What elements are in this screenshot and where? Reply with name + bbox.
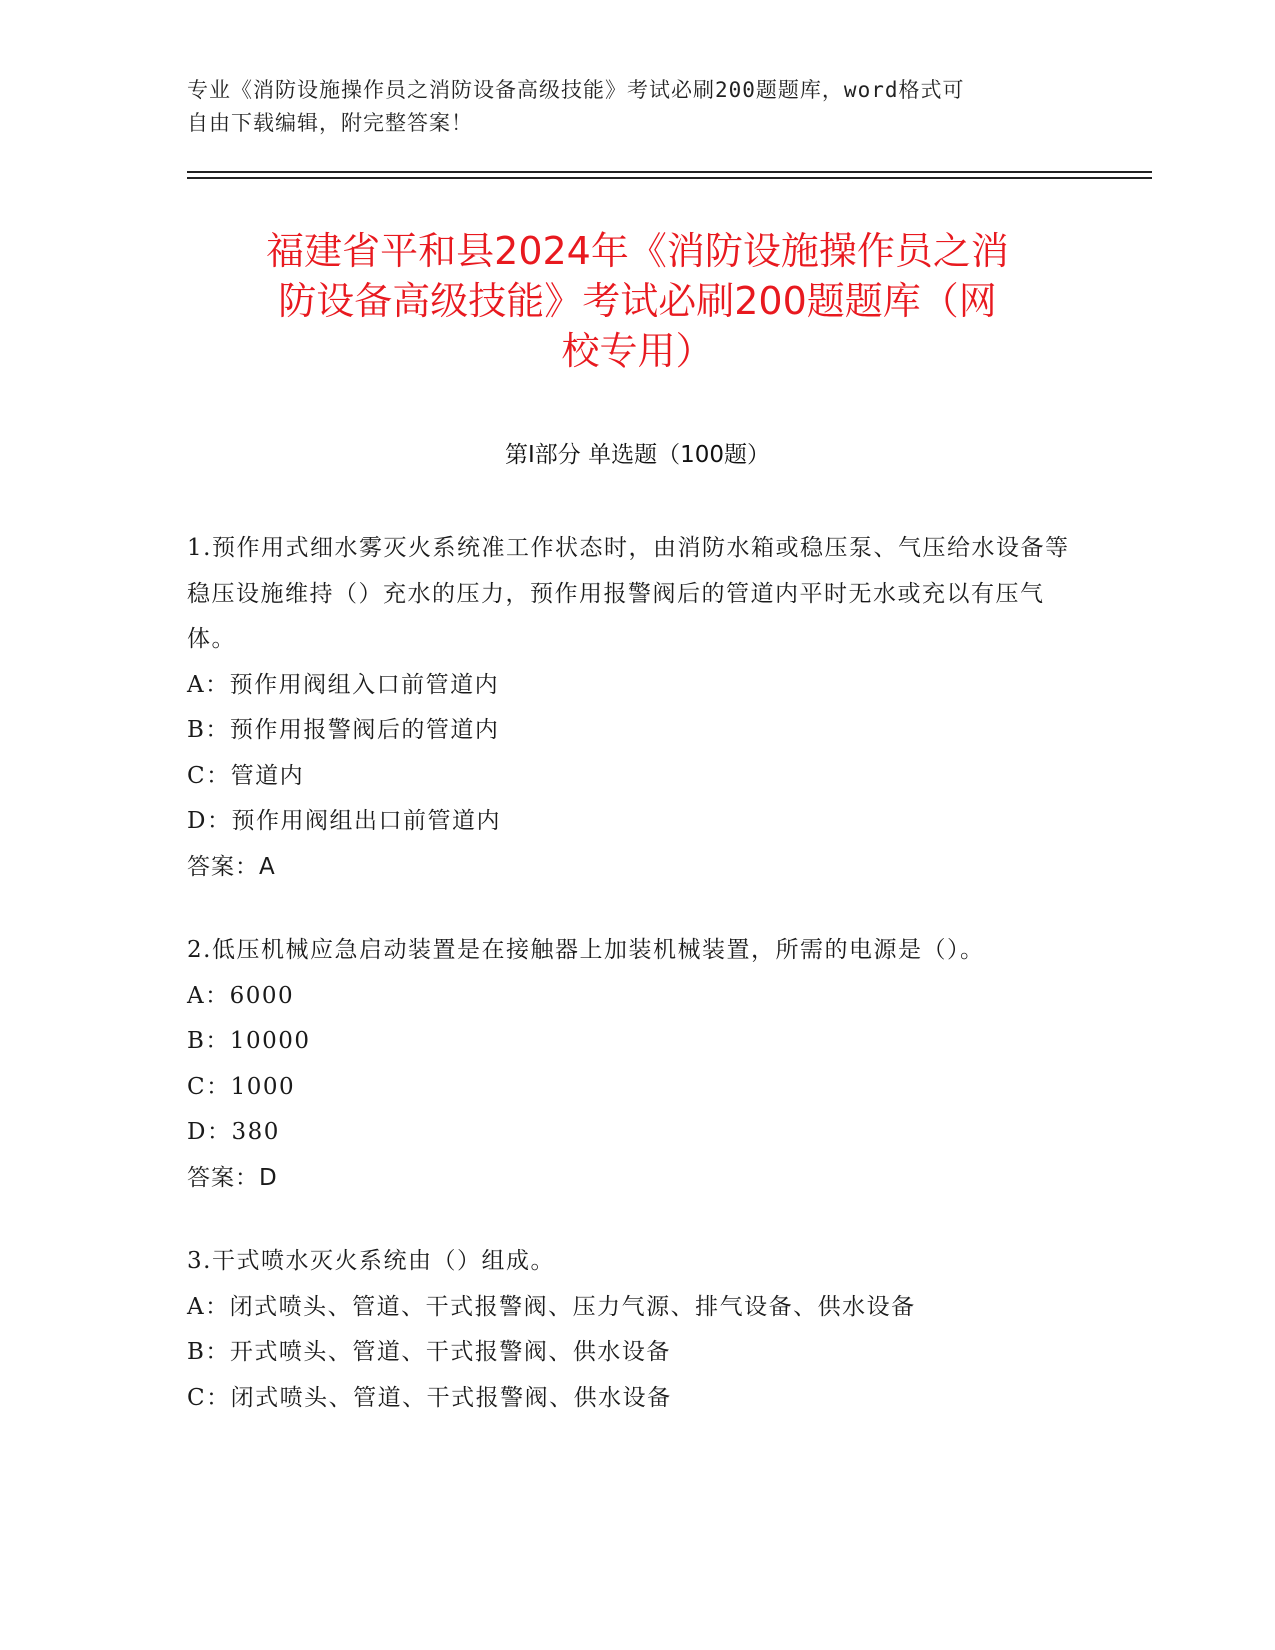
question-option: A：6000 — [187, 982, 295, 1009]
question-item — [187, 526, 1087, 890]
header-note-line: 自由下载编辑，附完整答案！ — [187, 111, 473, 135]
title-line: 福建省平和县2024年《消防设施操作员之消 — [266, 229, 1009, 273]
header-note-line: 专业《消防设施操作员之消防设备高级技能》考试必刷200题题库，word格式可 — [187, 78, 965, 102]
section-heading: 第Ⅰ部分 单选题（100题） — [505, 442, 770, 468]
question-option: C：1000 — [187, 1073, 296, 1100]
question-option: B：10000 — [187, 1028, 311, 1054]
title-line: 校专用） — [561, 329, 714, 373]
question-stem: 3.干式喷水灭火系统由（）组成。 — [187, 1248, 555, 1274]
question-stem: 2.低压机械应急启动装置是在接触器上加装机械装置，所需的电源是（）。 — [187, 937, 985, 963]
question-item — [187, 928, 1087, 1201]
header-divider-line — [187, 171, 1152, 173]
document-title — [150, 226, 1125, 376]
question-answer: 答案：D — [187, 1164, 278, 1191]
question-option: D：380 — [187, 1119, 280, 1145]
question-option: B：开式喷头、管道、干式报警阀、供水设备 — [187, 1339, 671, 1365]
question-list — [187, 526, 1087, 1459]
question-answer: 答案：A — [187, 853, 276, 880]
question-option: A：闭式喷头、管道、干式报警阀、压力气源、排气设备、供水设备 — [187, 1293, 916, 1320]
question-stem: 1.预作用式细水雾灭火系统准工作状态时，由消防水箱或稳压泵、气压给水设备等稳压设施维持（）充水的压力，预作用报警阀后的管道内平时无水或充以有压气体。 — [187, 535, 1070, 652]
question-option: B：预作用报警阀后的管道内 — [187, 717, 500, 743]
title-line: 防设备高级技能》考试必刷200题题库（网 — [278, 279, 997, 323]
question-option: C：闭式喷头、管道、干式报警阀、供水设备 — [187, 1384, 672, 1411]
header-note — [187, 74, 1087, 140]
header-divider-line — [187, 177, 1152, 179]
question-option: A：预作用阀组入口前管道内 — [187, 671, 500, 698]
question-option: D：预作用阀组出口前管道内 — [187, 808, 501, 834]
question-item — [187, 1239, 1087, 1421]
question-option: C：管道内 — [187, 762, 305, 789]
